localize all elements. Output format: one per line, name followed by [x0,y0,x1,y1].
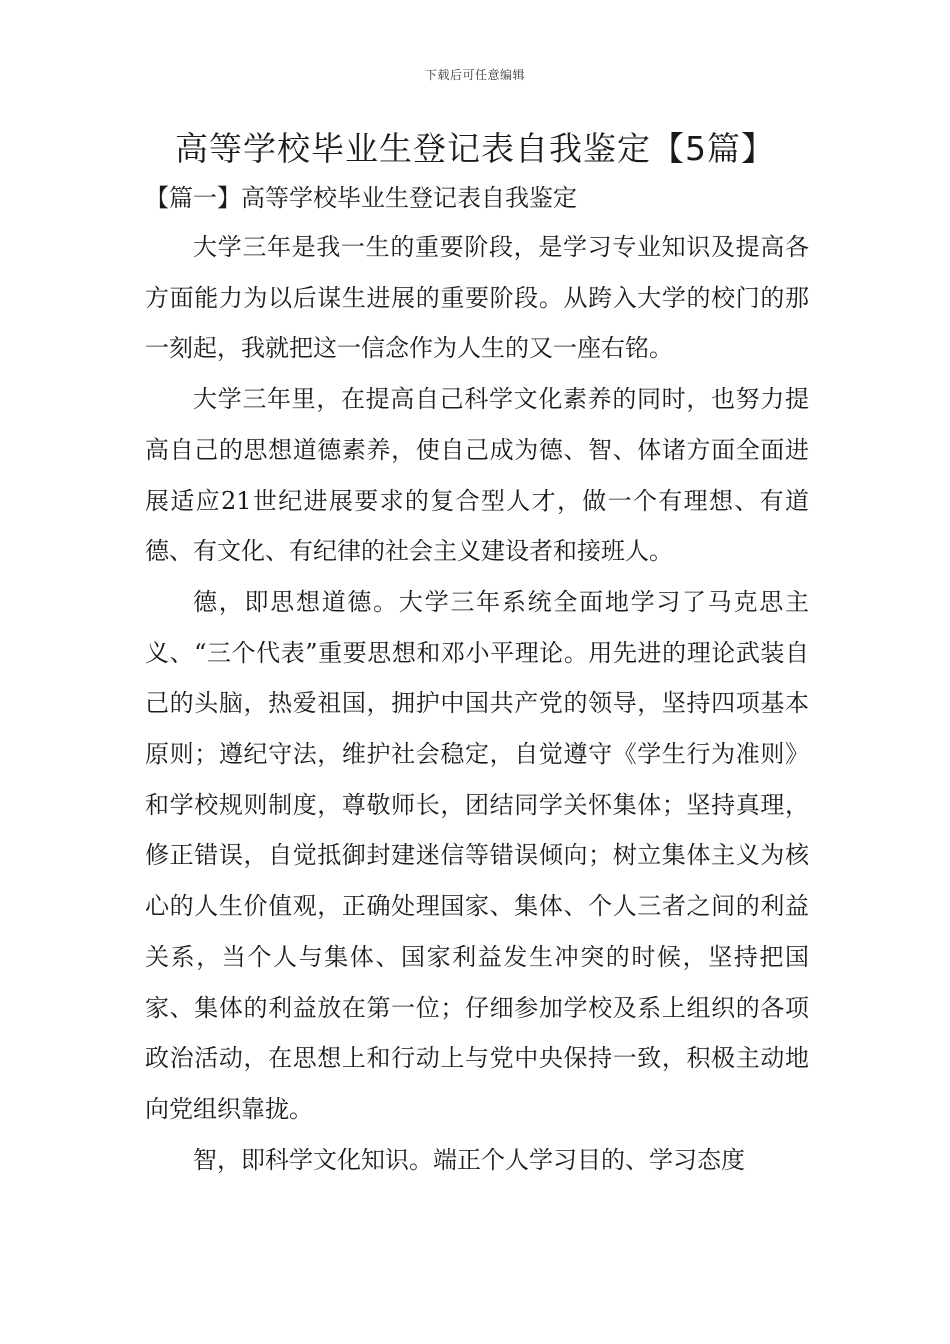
paragraph-intro: 大学三年是我一生的重要阶段，是学习专业知识及提高各方面能力为以后谋生进展的重要阶段。从跨入大学的校门的那一刻起，我就把这一信念作为人生的又一座右铭。 [145,233,809,363]
document-body [145,222,809,1185]
document-title: 高等学校毕业生登记表自我鉴定【5篇】 [175,129,775,168]
paragraph-goals: 大学三年里，在提高自己科学文化素养的同时，也努力提高自己的思想道德素养，使自己成为德、智、体诸方面全面进展适应21世纪进展要求的复合型人才，做一个有理想、有道德、有文化、有纪律的社会主义建设者和接班人。 [145,385,809,566]
paragraph-knowledge: 智，即科学文化知识。端正个人学习目的、学习态度 [193,1145,745,1174]
page-header-note: 下载后可任意编辑 [424,68,525,82]
paragraph-morality: 德，即思想道德。大学三年系统全面地学习了马克思主义、“三个代表”重要思想和邓小平理论。用先进的理论武装自己的头脑，热爱祖国，拥护中国共产党的领导，坚持四项基本原则；遵纪守法，维护社会稳定，自觉遵守《学生行为准则》和学校规则制度，尊敬师长，团结同学关怀集体；坚持真理，修正错误，自觉抵御封建迷信等错误倾向；树立集体主义为核心的人生价值观，正确处理国家、集体、个人三者之间的利益关系，当个人与集体、国家利益发生冲突的时候，坚持把国家、集体的利益放在第一位；仔细参加学校及系上组织的各项政治活动，在思想上和行动上与党中央保持一致，积极主动地向党组织靠拢。 [145,587,809,1123]
section-heading: 【篇一】高等学校毕业生登记表自我鉴定 [145,184,577,212]
